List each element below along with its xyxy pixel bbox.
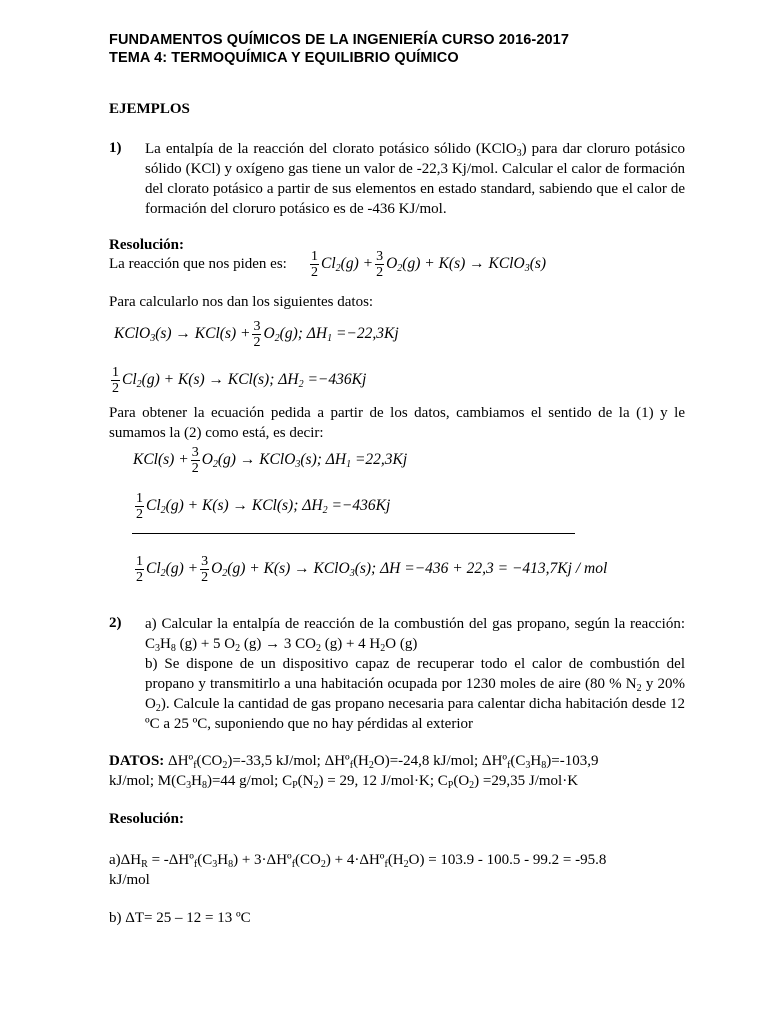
example-2-number: 2) bbox=[109, 615, 122, 631]
topic-header: TEMA 4: TERMOQUÍMICA Y EQUILIBRIO QUÍMICO bbox=[109, 50, 459, 66]
example-2-part-a: a) Calcular la entalpía de reacción de la combustión del gas propano, según la reacción: $C_3H_8$ (g) + 5 $O_2$ (g) → 3 $CO_2$ (g) + 4 $H_2O$ (g) bbox=[145, 616, 685, 654]
method-explanation: Para obtener la ecuación pedida a partir de los datos, cambiamos el sentido de la (1) y le sumamos la (2) como está, es decir: bbox=[109, 405, 685, 441]
target-reaction: $\frac{1}{2}$ $Cl_2(g)$ + $\frac{3}{2}$ $O_2(g) + K(s)$ → KClO$_3$(s) bbox=[311, 248, 547, 280]
reaction-intro: La reacción que nos piden es: bbox=[109, 256, 287, 272]
inverted-reaction-1: KCl(s) + $\frac{3}{2}$ $O_2(g)$ → KClO$_3$(s); $\Delta H_1$ = 22,3Kj bbox=[133, 444, 408, 476]
example-1-number: 1) bbox=[109, 140, 122, 156]
data-reaction-1: KClO$_3$(s) → KCl(s) + $\frac{3}{2}$ $O_2(g)$; $\Delta H_1$ = −22,3Kj bbox=[114, 318, 399, 350]
sum-reaction: $\frac{1}{2}$ $Cl_2(g)$ + $\frac{3}{2}$ $O_2(g) + K(s)$ → KClO$_3$(s); ΔH = −436 + 22,3 = −413,7Kj / mol bbox=[136, 553, 608, 585]
given-data: DATOS: $\Delta Hº_f(CO_2)=-33,5$ kJ/mol; $\Delta Hº_f(H_2O)=-24,8$ kJ/mol; $\Delta Hº_f(C_3H_8)=-103,9$ kJ/mol; $M(C_3H_8)=44$ g/mol; $C_P(N_2) = 29$, 12 J/mol·K; $C_P(O_2) =29,35$ J/mol·K bbox=[109, 753, 599, 791]
data-reaction-2: $\frac{1}{2}$ $Cl_2(g) + K(s) \to KCl(s)$; $\Delta H_2$ = −436Kj bbox=[112, 364, 367, 396]
example-1-statement: La entalpía de la reacción del clorato potásico sólido (KClO$_3$) para dar cloruro potásico sólido (KCl) y oxígeno gas tiene un valor de -22,3 Kj/mol. Calcular el calor de formación del clorato potásico a partir de sus elementos en estado standard, sabiendo que el calor de formación del cloruro potásico es de -436 KJ/mol. bbox=[145, 141, 685, 217]
data-intro: Para calcularlo nos dan los siguientes datos: bbox=[109, 294, 374, 310]
reaction-2-copy: $\frac{1}{2}$ $Cl_2(g) + K(s) \to KCl(s)$; $\Delta H_2$ = −436Kj bbox=[136, 490, 391, 522]
part-a-result: $a)\Delta H_R$ = $-\Delta Hº_f(C_3H_8)$ + $3\cdot\Delta Hº_f(CO_2)$ + $4\cdot\Delta Hº_f(H_2O) = 103.9 - 100.5 - 99.2 = -95.8$ kJ/mol bbox=[109, 852, 607, 888]
section-title: EJEMPLOS bbox=[109, 101, 190, 117]
course-header: FUNDAMENTOS QUÍMICOS DE LA INGENIERÍA CURSO 2016-2017 bbox=[109, 32, 569, 48]
example-2-part-b: b) Se dispone de un dispositivo capaz de recuperar todo el calor de combustión del propano y transmitirlo a una habitación ocupada por 1230 moles de aire (80 % $N_2$ y 20% $O_2$). Calcule la cantidad de gas propano necesaria para calentar dicha habitación desde 12 ºC a 25 ºC, suponiendo que no hay pérdidas al exterior bbox=[145, 656, 685, 732]
sum-divider bbox=[132, 533, 575, 534]
resolution-heading-1: Resolución: bbox=[109, 237, 184, 253]
part-b-result: b) ΔT= 25 – 12 = 13 ºC bbox=[109, 910, 251, 926]
resolution-heading-2: Resolución: bbox=[109, 811, 184, 827]
